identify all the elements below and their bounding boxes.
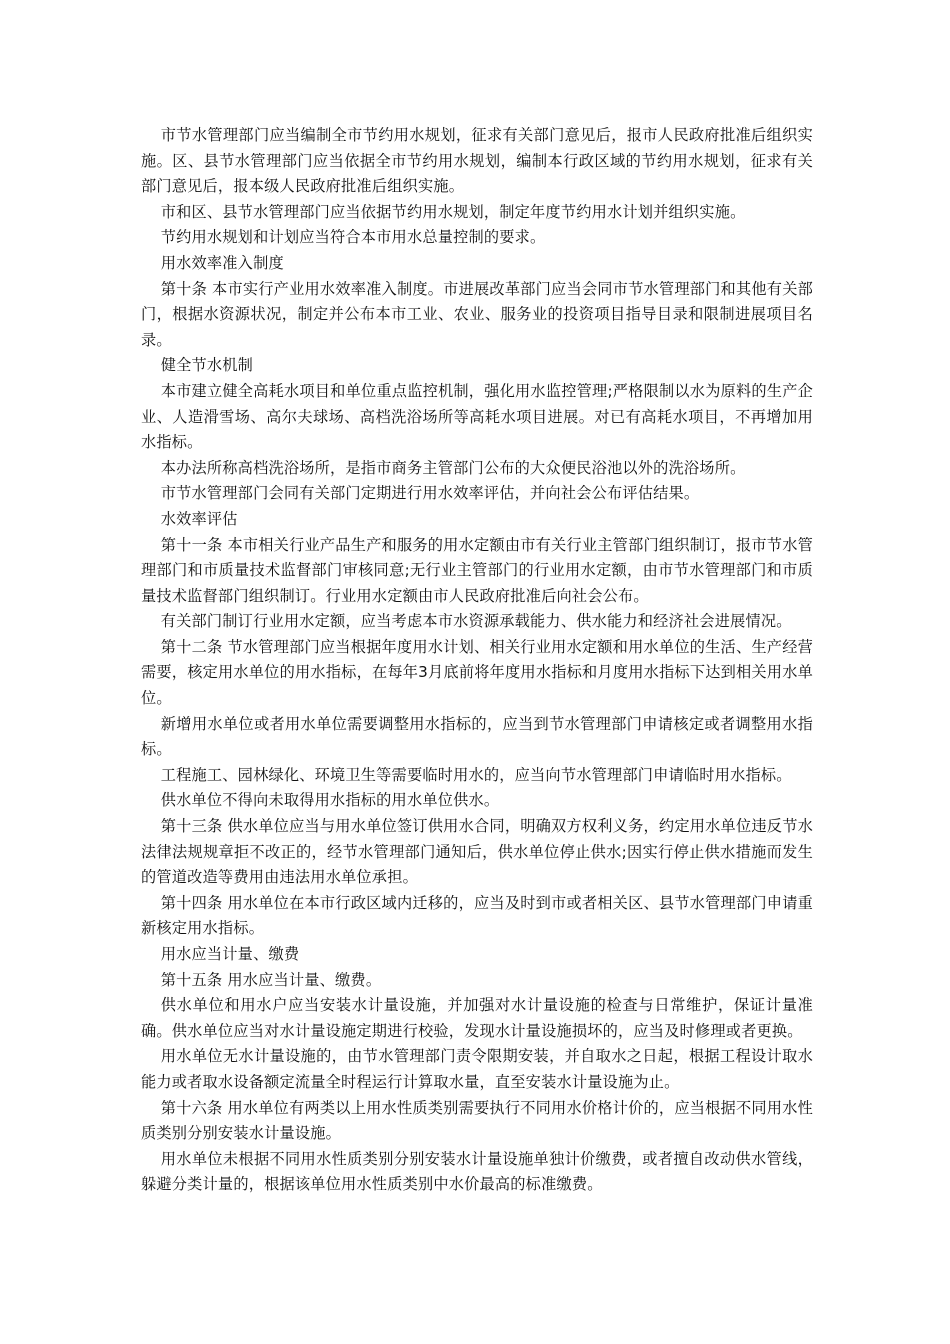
- paragraph: 供水单位不得向未取得用水指标的用水单位供水。: [160, 791, 500, 810]
- paragraph: 供水单位和用水户应当安装水计量设施，并加强对水计量设施的检查与日常维护，保证计量准确。供水单位应当对水计量设施定期进行校验，发现水计量设施损坏的，应当及时修理或者更换。: [141, 996, 813, 1040]
- paragraph: 有关部门制订行业用水定额，应当考虑本市水资源承载能力、供水能力和经济社会进展情况。: [160, 612, 792, 631]
- paragraph: 用水单位无水计量设施的，由节水管理部门责令限期安装，并自取水之日起，根据工程设计取水能力或者取水设备额定流量全时程运行计算取水量，直至安装水计量设施为止。: [141, 1047, 813, 1091]
- section-heading: 用水效率准入制度: [160, 253, 284, 272]
- paragraph: 用水单位未根据不同用水性质类别分别安装水计量设施单独计价缴费，或者擅自改动供水管线，躲避分类计量的，根据该单位用水性质类别中水价最高的标准缴费。: [141, 1149, 813, 1194]
- paragraph: 第十六条 用水单位有两类以上用水性质类别需要执行不同用水价格计价的，应当根据不同用水性质类别分别安装水计量设施。: [141, 1098, 813, 1143]
- section-heading: 用水应当计量、缴费: [160, 945, 300, 963]
- paragraph: 新增用水单位或者用水单位需要调整用水指标的，应当到节水管理部门申请核定或者调整用水指标。: [141, 714, 813, 759]
- section-heading: 健全节水机制: [160, 356, 254, 375]
- paragraph: 本办法所称高档洗浴场所，是指市商务主管部门公布的大众便民浴池以外的洗浴场所。: [160, 458, 746, 477]
- paragraph: 工程施工、园林绿化、环境卫生等需要临时用水的，应当向节水管理部门申请临时用水指标。: [160, 765, 792, 784]
- section-heading: 水效率评估: [160, 509, 238, 528]
- paragraph: 第十四条 用水单位在本市行政区域内迁移的，应当及时到市或者相关区、县节水管理部门申请重新核定用水指标。: [141, 893, 813, 938]
- paragraph: 市和区、县节水管理部门应当依据节约用水规划，制定年度节约用水计划并组织实施。: [160, 202, 746, 221]
- paragraph: 本市建立健全高耗水项目和单位重点监控机制，强化用水监控管理;严格限制以水为原料的生产企业、人造滑雪场、高尔夫球场、高档洗浴场所等高耗水项目进展。对已有高耗水项目，不再增加用水指标。: [141, 381, 813, 452]
- paragraph: 节约用水规划和计划应当符合本市用水总量控制的要求。: [160, 228, 546, 247]
- document-body: [141, 123, 813, 1198]
- paragraph: 第十一条 本市相关行业产品生产和服务的用水定额由市有关行业主管部门组织制订，报市节水管理部门和市质量技术监督部门审核同意;无行业主管部门的行业用水定额，由市节水管理部门和市质量技术监督部门组织制订。行业用水定额由市人民政府批准后向社会公布。: [141, 535, 813, 605]
- paragraph: 第十三条 供水单位应当与用水单位签订供用水合同，明确双方权利义务，约定用水单位违反节水法律法规规章拒不改正的，经节水管理部门通知后，供水单位停止供水;因实行停止供水措施而发生的管道改造等费用由违法用水单位承担。: [141, 817, 813, 887]
- paragraph: 市节水管理部门应当编制全市节约用水规划，征求有关部门意见后，报市人民政府批准后组织实施。区、县节水管理部门应当依据全市节约用水规划，编制本行政区域的节约用水规划，征求有关部门意见后，报本级人民政府批准后组织实施。: [141, 126, 813, 196]
- paragraph: 第十条 本市实行产业用水效率准入制度。市进展改革部门应当会同市节水管理部门和其他有关部门，根据水资源状况，制定并公布本市工业、农业、服务业的投资项目指导目录和限制进展项目名录。: [141, 279, 813, 349]
- paragraph: 第十五条 用水应当计量、缴费。: [160, 970, 382, 989]
- paragraph: 市节水管理部门会同有关部门定期进行用水效率评估，并向社会公布评估结果。: [160, 484, 700, 503]
- paragraph: 第十二条 节水管理部门应当根据年度用水计划、相关行业用水定额和用水单位的生活、生产经营需要，核定用水单位的用水指标，在每年3月底前将年度用水指标和月度用水指标下达到相关用水单位。: [141, 637, 813, 708]
